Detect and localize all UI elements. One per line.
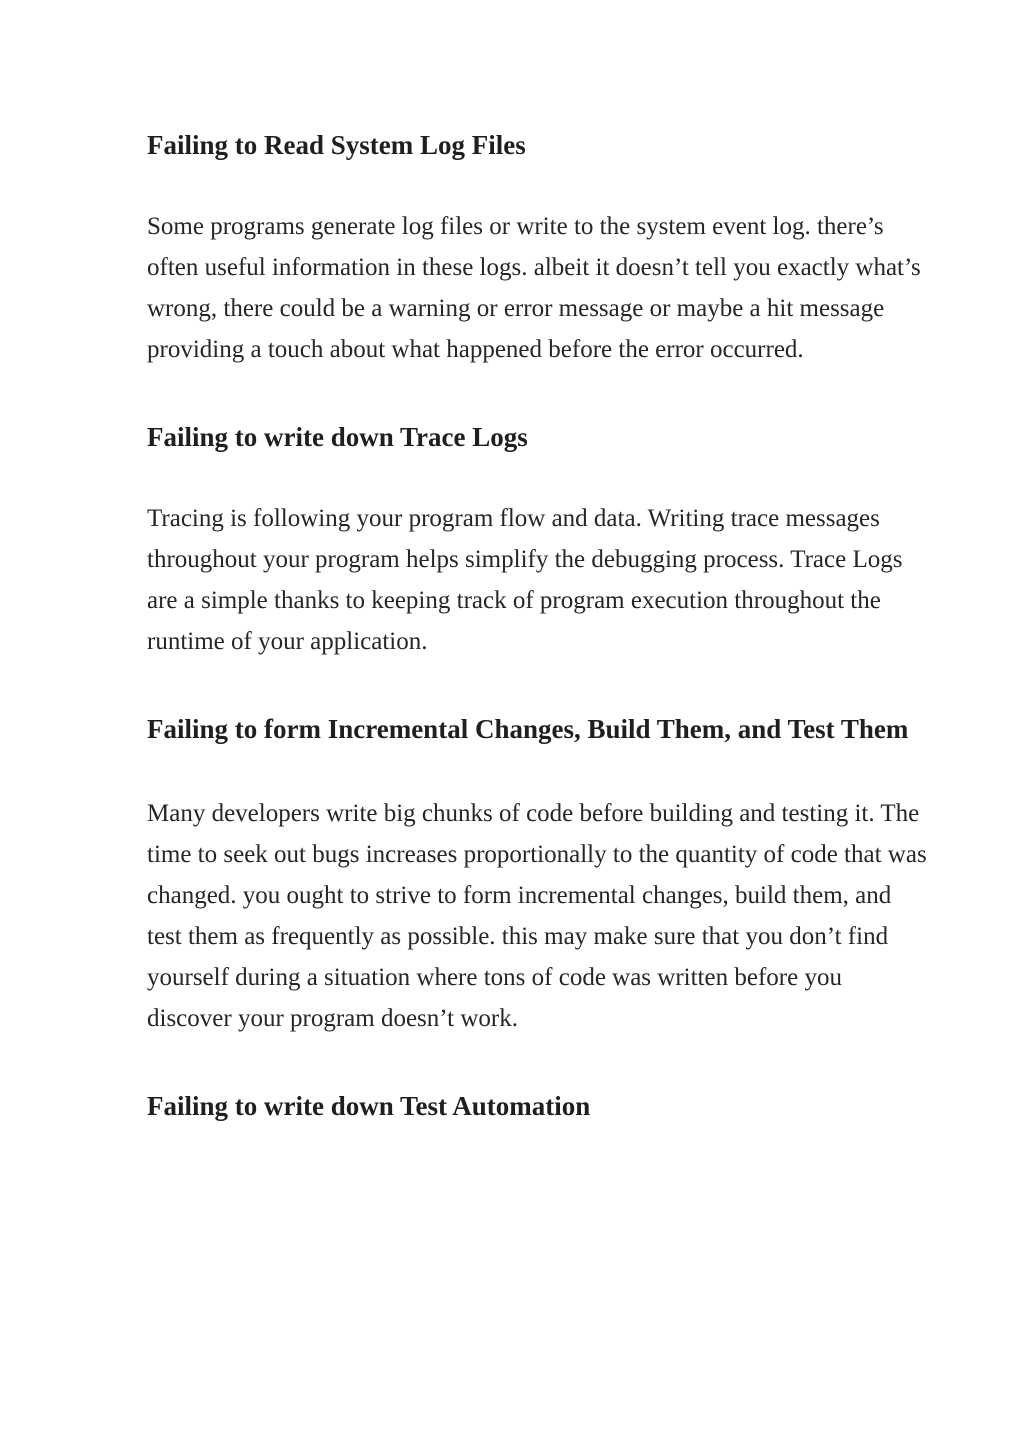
- section-body-read-system-log-files: Some programs generate log files or write to the system event log. there’s often useful information in these logs. albeit it doesn’t tell you exactly what’s wrong, there could be a warning or error message or maybe a hit message providing a touch about what happened before the error occurred.: [147, 213, 921, 363]
- document-page: [147, 125, 927, 1127]
- section-heading-trace-logs: Failing to write down Trace Logs: [147, 422, 528, 452]
- section-heading-test-automation: Failing to write down Test Automation: [147, 1091, 591, 1121]
- section-body-incremental-changes: Many developers write big chunks of code before building and testing it. The time to seek out bugs increases proportionally to the quantity of code that was changed. you ought to strive to form incremental changes, build them, and test them as frequently as possible. this may make sure that you don’t find yourself during a situation where tons of code was written before you discover your program doesn’t work.: [147, 800, 927, 1032]
- section-body-trace-logs: Tracing is following your program flow and data. Writing trace messages throughout your program helps simplify the debugging process. Trace Logs are a simple thanks to keeping track of program execution throughout the runtime of your application.: [147, 505, 903, 655]
- section-heading-read-system-log-files: Failing to Read System Log Files: [147, 130, 526, 160]
- section-heading-incremental-changes: Failing to form Incremental Changes, Build Them, and Test Them: [147, 714, 909, 744]
